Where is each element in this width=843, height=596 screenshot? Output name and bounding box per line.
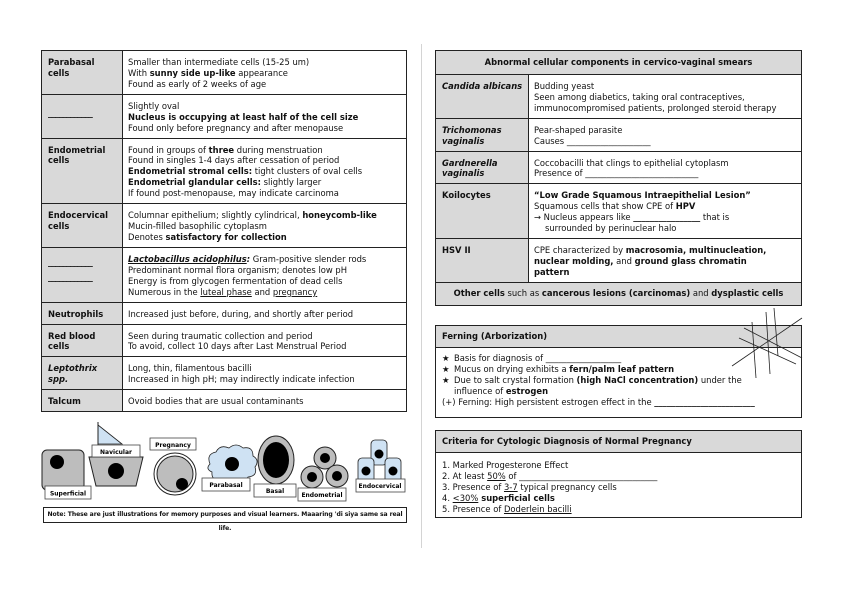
table-row xyxy=(436,74,802,118)
table-row xyxy=(436,184,802,239)
star-icon: ★ xyxy=(442,353,450,363)
list-item: 2. At least 50% of _________________________________ xyxy=(442,470,658,481)
star-icon: ★ xyxy=(442,374,450,385)
page-divider xyxy=(421,44,422,548)
svg-text:Endocervical: Endocervical xyxy=(358,483,402,490)
row-label: Trichomonas vaginalis xyxy=(436,118,529,151)
svg-text:Basal: Basal xyxy=(265,488,285,495)
table-title: Abnormal cellular components in cervico-vaginal smears xyxy=(436,51,802,75)
svg-text:Superficial: Superficial xyxy=(49,490,87,498)
list-item: 5. Presence of Doderlein bacilli xyxy=(442,503,572,514)
row-label: HSV II xyxy=(436,239,529,283)
table-row xyxy=(42,204,407,248)
list-item: ★ Basis for diagnosis of __________________ xyxy=(442,353,622,363)
row-label: Leptothrix spp. xyxy=(42,357,123,390)
table-footer: Other cells such as cancerous lesions (carcinomas) and dysplastic cells xyxy=(436,282,802,305)
list-item: 1. Marked Progesterone Effect xyxy=(442,460,569,470)
endometrial-cell-icon xyxy=(298,447,348,501)
row-description: Seen during traumatic collection and period To avoid, collect 10 days after Last Menstrual Period xyxy=(123,324,407,357)
svg-text:Navicular: Navicular xyxy=(100,449,132,456)
row-label: Gardnerella vaginalis xyxy=(436,151,529,184)
basal-cell-icon xyxy=(254,436,296,497)
table-row xyxy=(42,247,407,302)
list-item: ★ Due to salt crystal formation (high NaCl concentration) under the influence of estrogen xyxy=(442,374,742,396)
text: With xyxy=(128,67,150,78)
list-item: 3. Presence of 3-7 typical pregnancy cells xyxy=(442,481,617,492)
endocervical-cell-icon xyxy=(356,440,405,492)
row-label: Neutrophils xyxy=(42,302,123,324)
row-description: Columnar epithelium; slightly cylindrical, honeycomb-like Mucin-filled basophilic cytoplasm Denotes satisfactory for collection xyxy=(123,204,407,248)
row-label: Red blood cells xyxy=(42,324,123,357)
row-label: Koilocytes xyxy=(436,184,529,239)
list-item: ★ Mucus on drying exhibits a fern/palm leaf pattern xyxy=(442,363,675,374)
table-row xyxy=(42,138,407,204)
row-label-blank: ____________ xyxy=(42,94,123,138)
svg-text:Endometrial: Endometrial xyxy=(301,492,343,499)
table-row xyxy=(436,239,802,283)
row-description: “Low Grade Squamous Intraepithelial Lesion” Squamous cells that show CPE of HPV → Nucleus appears like ________________ that is surrounded by perinuclear halo xyxy=(529,184,802,239)
cell-illustrations xyxy=(40,422,408,506)
table-row xyxy=(42,94,407,138)
row-description: Long, thin, filamentous bacilli Increased in high pH; may indirectly indicate infection xyxy=(123,357,407,390)
illustration-note: Note: These are just illustrations for memory purposes and visual learners. Maaaring 'di siya same sa real life. xyxy=(43,507,407,523)
row-label: Endocervical cells xyxy=(42,204,123,248)
row-description: CPE characterized by macrosomia, multinucleation, nuclear molding, and ground glass chromatin pattern xyxy=(529,239,802,283)
table-row xyxy=(42,390,407,412)
svg-text:Pregnancy: Pregnancy xyxy=(155,442,191,449)
section-title: Criteria for Cytologic Diagnosis of Normal Pregnancy xyxy=(436,431,801,453)
emphasis: sunny side up-like xyxy=(149,67,236,78)
row-label: Talcum xyxy=(42,390,123,412)
row-description: Budding yeast Seen among diabetics, taking oral contraceptives, immunocompromised patients, prolonged steroid therapy xyxy=(529,74,802,118)
section-title: Ferning (Arborization) xyxy=(436,326,801,348)
abnormal-components-table xyxy=(435,50,802,306)
table-row xyxy=(42,51,407,95)
pregnancy-criteria-section xyxy=(435,430,802,518)
row-description: Lactobacillus acidophilus: Gram-positive slender rods Predominant normal flora organism; denotes low pH Energy is from glycogen fermentation of dead cells Numerous in the luteal phase and pregnancy xyxy=(123,247,407,302)
navicular-cell-icon xyxy=(89,422,143,486)
row-description: Smaller than intermediate cells (15-25 um) With sunny side up-like appearance Found as early of 2 weeks of age xyxy=(123,51,407,95)
table-row xyxy=(42,357,407,390)
row-label: Parabasal cells xyxy=(42,51,123,95)
row-description: Slightly oval Nucleus is occupying at least half of the cell size Found only before pregnancy and after menopause xyxy=(123,94,407,138)
row-description: Pear-shaped parasite Causes ____________________ xyxy=(529,118,802,151)
row-description: Coccobacilli that clings to epithelial cytoplasm Presence of ___________________________ xyxy=(529,151,802,184)
star-icon: ★ xyxy=(442,363,450,374)
ferning-section xyxy=(435,325,802,418)
table-row xyxy=(42,302,407,324)
table-row xyxy=(42,324,407,357)
row-description: Found in groups of three during menstruation Found in singles 1-4 days after cessation of period Endometrial stromal cells: tight clusters of oval cells Endometrial glandular cells: slightly larger If found post-menopause, may indicate carcinoma xyxy=(123,138,407,204)
svg-text:Parabasal: Parabasal xyxy=(209,482,243,489)
superficial-cell-icon xyxy=(42,450,91,499)
list-item: 4. <30% superficial cells xyxy=(442,492,555,503)
list-item: (+) Ferning: High persistent estrogen effect in the ________________________ xyxy=(442,396,755,407)
table-row xyxy=(436,151,802,184)
pregnancy-cell-icon xyxy=(150,438,196,495)
row-label: Candida albicans xyxy=(436,74,529,118)
row-description: Ovoid bodies that are usual contaminants xyxy=(123,390,407,412)
row-label-blank: ____________ ____________ xyxy=(42,247,123,302)
parabasal-cell-icon xyxy=(202,445,257,491)
normal-cells-table xyxy=(41,50,407,412)
row-description: Increased just before, during, and shortly after period xyxy=(123,302,407,324)
row-label: Endometrial cells xyxy=(42,138,123,204)
table-row xyxy=(436,118,802,151)
